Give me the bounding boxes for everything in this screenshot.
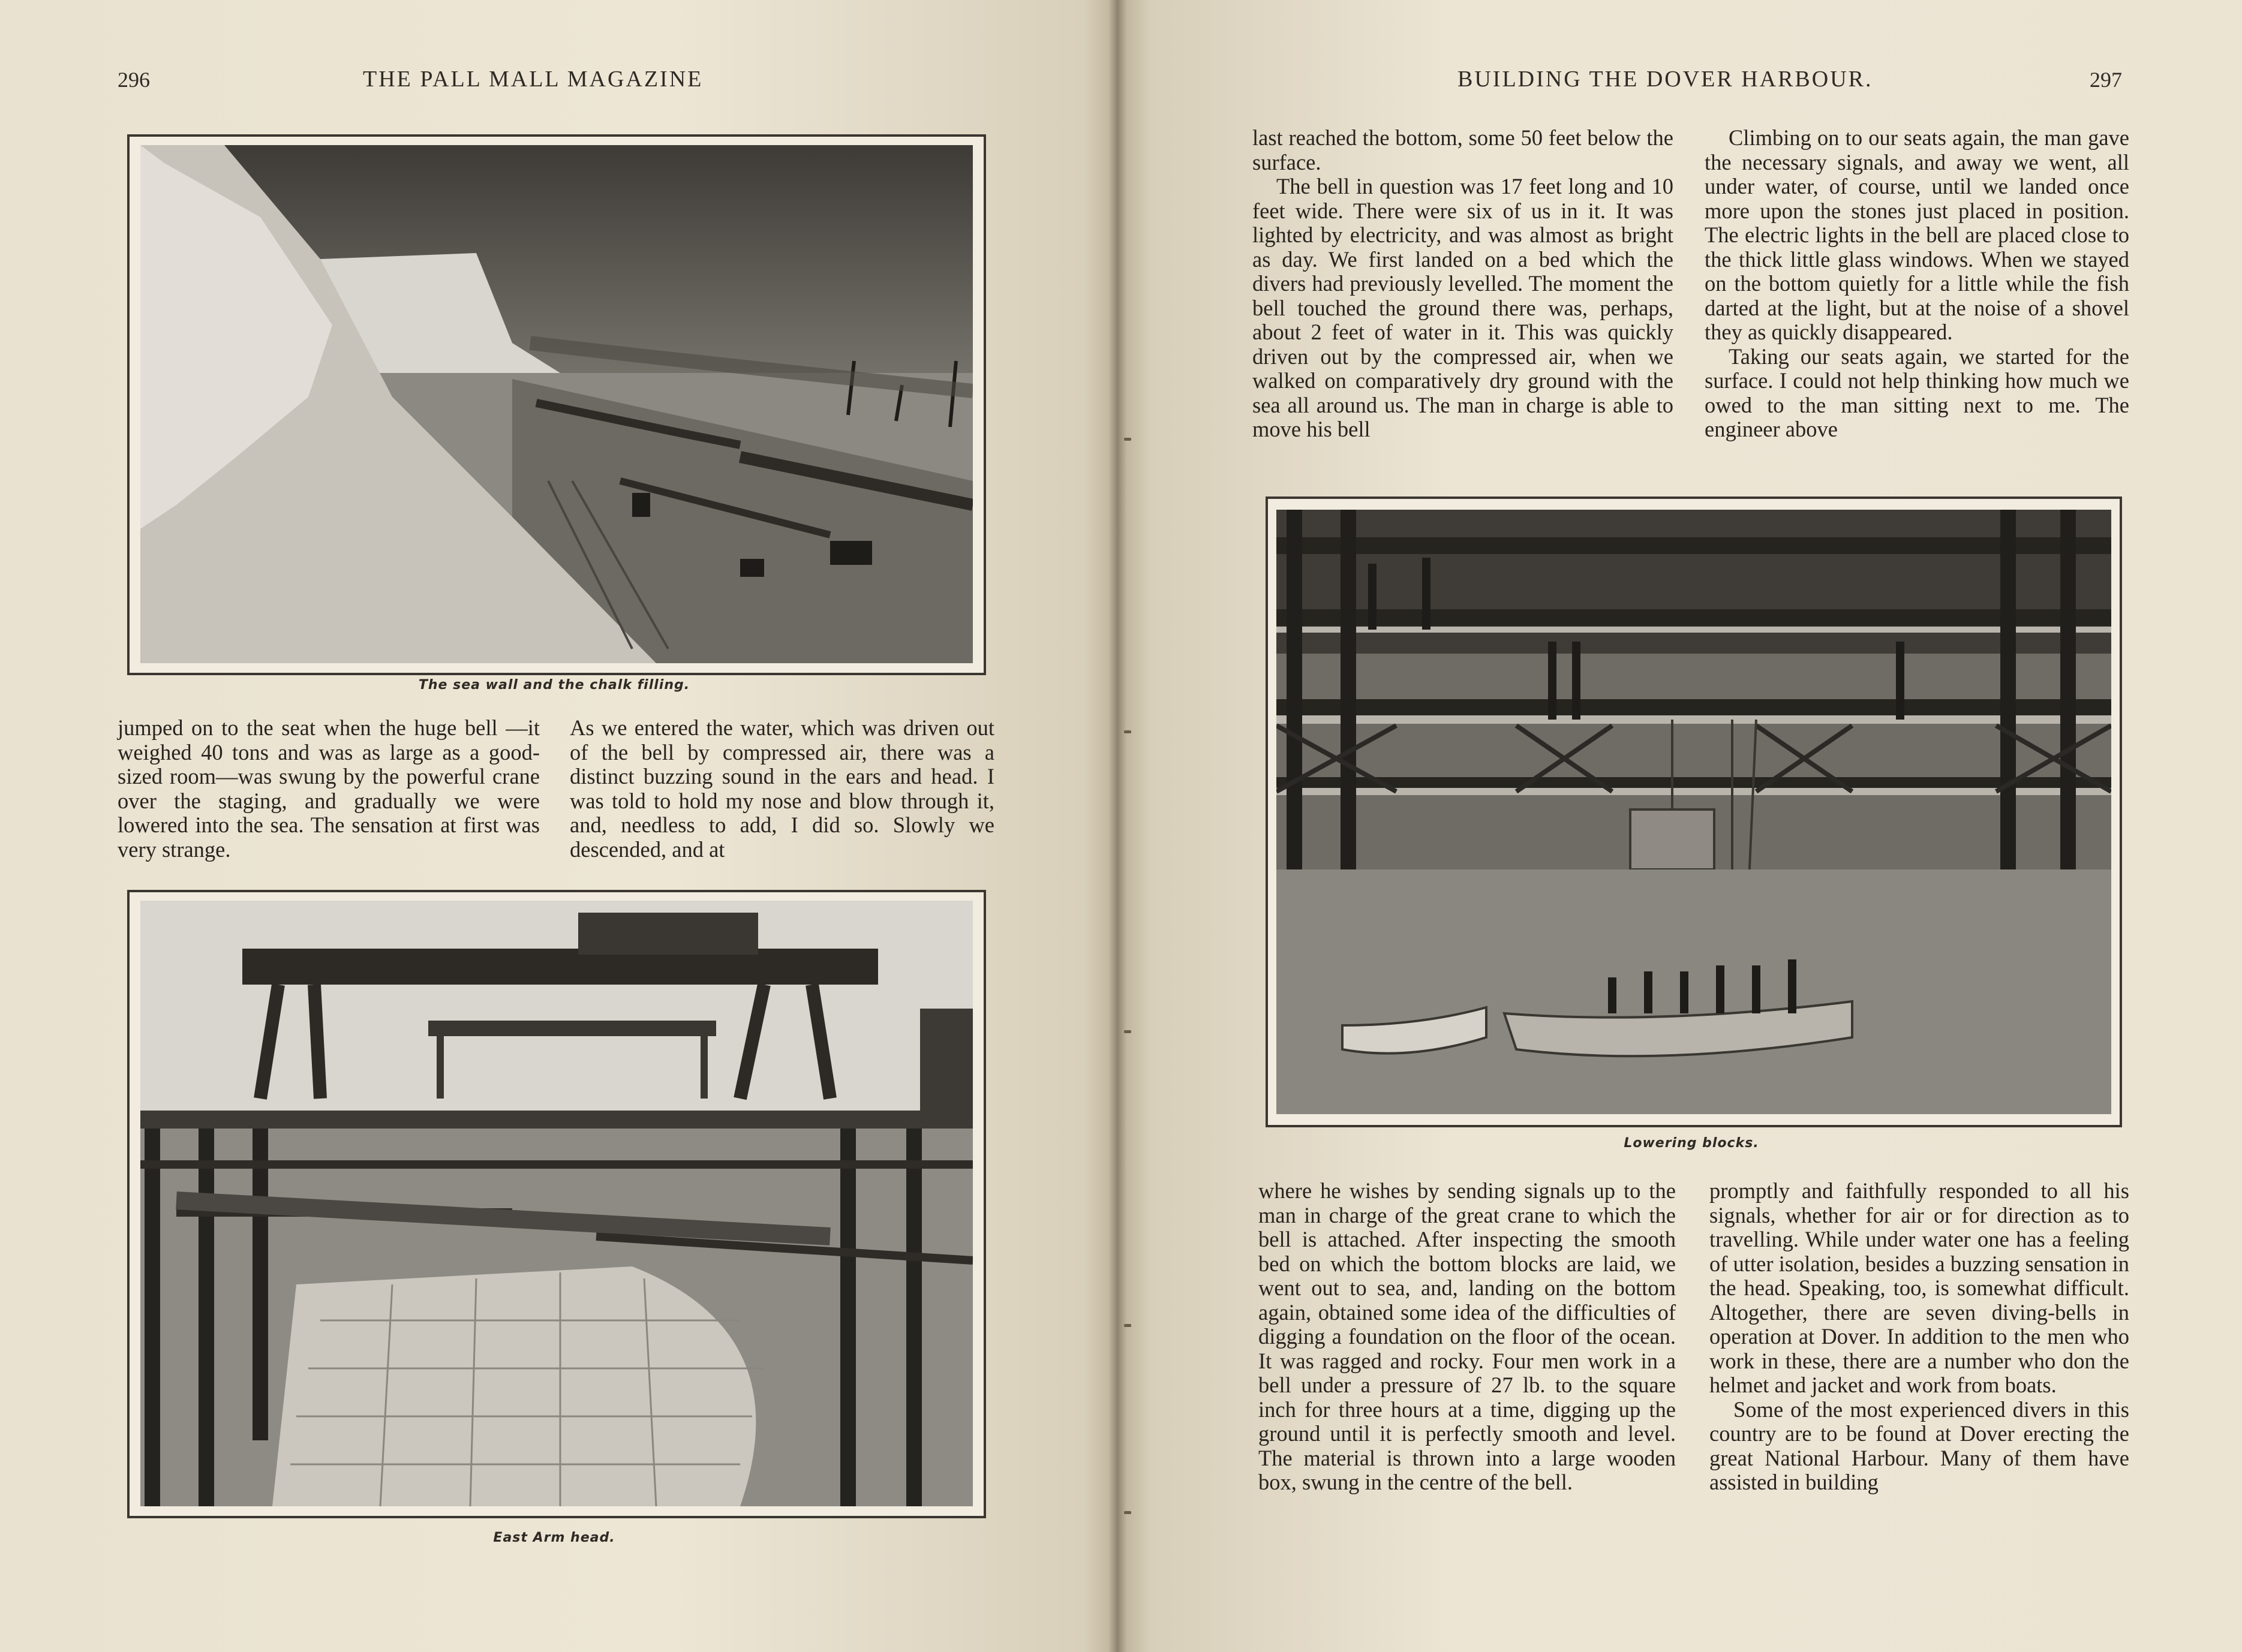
lowering-blocks-photo-illustration — [1276, 510, 2111, 1114]
paragraph: promptly and faithfully responded to all his signals, whether for air or for direction as to travelling. While under water one has a feeling of utter isolation, besides a buzzing sensation in the head. Speaking, too, is somewhat difficult. Altogether, there are seven diving-bells in operation at Dover. In addition to the men who work in these, there are a number who don the helmet and jacket and work from boats. — [1709, 1178, 2129, 1397]
text-column-left-2 — [570, 716, 994, 862]
right-page — [1117, 0, 2242, 1652]
paragraph: As we entered the water, which was driven out of the bell by compressed air, there was a distinct buzzing sound in the ears and head. I was told to hold my nose and blow through it, and, needless to add, I did so. Slowly we descended, and at — [570, 715, 994, 862]
binding-stitch — [1124, 1511, 1131, 1514]
running-head-right: BUILDING THE DOVER HARBOUR. — [1457, 67, 1873, 92]
text-column-right-bottom-2 — [1709, 1179, 2129, 1495]
photo-lowering-blocks — [1266, 496, 2122, 1127]
paragraph: Climbing on to our seats again, the man gave the necessary signals, and away we went, all under water, of course, until we landed once more upon the stones just placed in position. The electric lights in the bell are placed close to the thick little glass windows. When we stayed on the bottom quietly for a little while the fish darted at the light, but at the noise of a shovel they as quickly disappeared. — [1705, 125, 2129, 344]
paragraph: where he wishes by sending signals up to the man in charge of the great crane to which the bell is attached. After inspecting the smooth bed on which the bottom blocks are laid, we went out to sea, and, landing on the bottom again, obtained some idea of the difficulties of digging a foundation on the floor of the ocean. It was ragged and rocky. Four men work in a bell under a pressure of 27 lb. to the square inch for three hours at a time, digging up the ground until it is perfectly smooth and level. The material is thrown into a large wooden box, swung in the centre of the bell. — [1258, 1178, 1676, 1494]
page-number-left: 296 — [118, 68, 150, 92]
left-page — [0, 0, 1117, 1652]
paragraph: The bell in question was 17 feet long and 10 feet wide. There were six of us in it. It was lighted by electricity, and was almost as bright as day. We first landed on a bed which the divers had previously levelled. The moment the bell touched the ground there was, perhaps, about 2 feet of water in it. This was quickly driven out by the compressed air, when we walked on comparatively dry ground with the sea all around us. The man in charge is able to move his bell — [1252, 174, 1673, 441]
binding-stitch — [1124, 730, 1131, 733]
binding-stitch — [1124, 438, 1131, 441]
sea-wall-photo-illustration — [140, 145, 973, 663]
photo-sea-wall — [127, 134, 986, 675]
paragraph: Taking our seats again, we started for the surface. I could not help thinking how much we owed to the man sitting next to me. The engineer above — [1705, 344, 2129, 441]
running-head-left: THE PALL MALL MAGAZINE — [363, 67, 704, 92]
paragraph: jumped on to the seat when the huge bell —it weighed 40 tons and was as large as a good-sized room—was swung by the powerful crane over the staging, and gradually we were lowered into the sea. The sensation at first was very strange. — [118, 715, 540, 862]
photo-east-arm-head — [127, 890, 986, 1518]
text-column-right-top-2 — [1705, 126, 2129, 442]
text-column-right-top-1 — [1252, 126, 1673, 442]
paragraph: Some of the most experienced divers in this country are to be found at Dover erecting the great National Harbour. Many of them have assisted in building — [1709, 1397, 2129, 1494]
paragraph: last reached the bottom, some 50 feet below the surface. — [1252, 125, 1673, 174]
page-number-right: 297 — [2090, 68, 2122, 92]
binding-stitch — [1124, 1030, 1131, 1033]
text-column-right-bottom-1 — [1258, 1179, 1676, 1495]
caption-sea-wall: The sea wall and the chalk filling. — [418, 678, 690, 693]
binding-stitch — [1124, 1324, 1131, 1327]
east-arm-photo-illustration — [140, 901, 973, 1506]
book-gutter — [1108, 0, 1126, 1652]
caption-east-arm-head: East Arm head. — [493, 1530, 615, 1545]
text-column-left-1 — [118, 716, 540, 862]
caption-lowering-blocks: Lowering blocks. — [1624, 1136, 1759, 1151]
